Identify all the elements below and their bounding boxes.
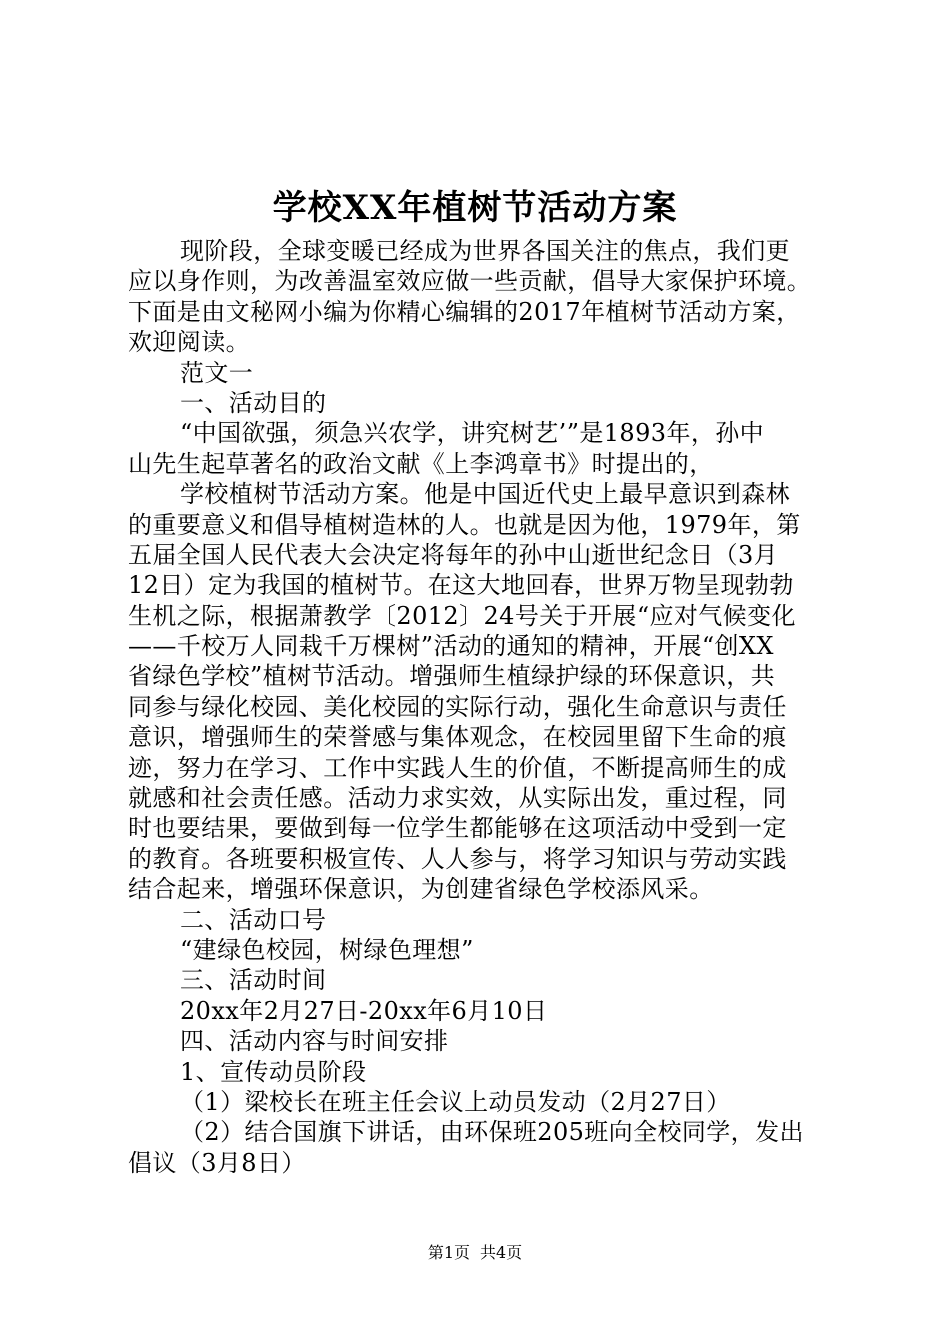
list-item: （2）结合国旗下讲话，由环保班205班向全校同学，发出 bbox=[180, 1118, 804, 1147]
list-item-continuation: 倡议（3月8日） bbox=[128, 1148, 306, 1177]
page-total: 共4页 bbox=[480, 1243, 523, 1262]
body-line: 意识，增强师生的荣誉感与集体观念，在校园里留下生命的痕 bbox=[128, 723, 787, 752]
body-line: 山先生起草著名的政治文献《上李鸿章书》时提出的， bbox=[128, 449, 714, 478]
body-line: 学校植树节活动方案。他是中国近代史上最早意识到森林 bbox=[180, 480, 790, 509]
body-line: 应以身作则，为改善温室效应做一些贡献，倡导大家保护环境。 bbox=[128, 267, 812, 296]
section-heading: 二、活动口号 bbox=[180, 905, 327, 934]
list-item: （1）梁校长在班主任会议上动员发动（2月27日） bbox=[180, 1087, 731, 1116]
body-line: 欢迎阅读。 bbox=[128, 328, 250, 357]
section-label: 范文一 bbox=[180, 358, 254, 387]
body-line: ——千校万人同栽千万棵树”活动的通知的精神，开展“创XX bbox=[128, 632, 774, 661]
body-line: 省绿色学校”植树节活动。增强师生植绿护绿的环保意识，共 bbox=[128, 662, 776, 691]
body-line: 的教育。各班要积极宣传、人人参与，将学习知识与劳动实践 bbox=[128, 844, 787, 873]
body-line: 现阶段，全球变暖已经成为世界各国关注的焦点，我们更 bbox=[180, 237, 790, 265]
body-line: 迹，努力在学习、工作中实践人生的价值，不断提高师生的成 bbox=[128, 753, 787, 782]
section-heading: 一、活动目的 bbox=[180, 388, 327, 417]
page-number: 第1页 bbox=[427, 1243, 470, 1262]
body-line: 时也要结果，要做到每一位学生都能够在这项活动中受到一定 bbox=[128, 814, 787, 843]
body-line: “建绿色校园，树绿色理想” bbox=[180, 935, 474, 964]
section-heading: 四、活动内容与时间安排 bbox=[180, 1027, 449, 1056]
document-title: 学校XX年植树节活动方案 bbox=[272, 188, 678, 228]
body-line: “中国欲强，须急兴农学，讲究树艺’”是1893年，孙中 bbox=[180, 419, 765, 448]
body-line: 结合起来，增强环保意识，为创建省绿色学校添风采。 bbox=[128, 875, 714, 904]
body-line: 生机之际，根据萧教学〔2012〕24号关于开展“应对气候变化 bbox=[128, 601, 796, 630]
body-line: 20xx年2月27日-20xx年6月10日 bbox=[180, 996, 548, 1025]
section-heading: 三、活动时间 bbox=[180, 966, 327, 995]
body-line: 同参与绿化校园、美化校园的实际行动，强化生命意识与责任 bbox=[128, 692, 787, 721]
page-footer bbox=[0, 1242, 950, 1264]
subsection-heading: 1、宣传动员阶段 bbox=[180, 1057, 367, 1086]
body-line: 五届全国人民代表大会决定将每年的孙中山逝世纪念日（3月 bbox=[128, 540, 779, 569]
body-line: 就感和社会责任感。活动力求实效，从实际出发，重过程，同 bbox=[128, 784, 787, 813]
document-body bbox=[128, 236, 848, 1178]
body-line: 的重要意义和倡导植树造林的人。也就是因为他，1979年，第 bbox=[128, 510, 801, 539]
body-line: 下面是由文秘网小编为你精心编辑的2017年植树节活动方案， bbox=[128, 297, 801, 326]
body-line: 12日）定为我国的植树节。在这大地回春，世界万物呈现勃勃 bbox=[128, 571, 794, 600]
